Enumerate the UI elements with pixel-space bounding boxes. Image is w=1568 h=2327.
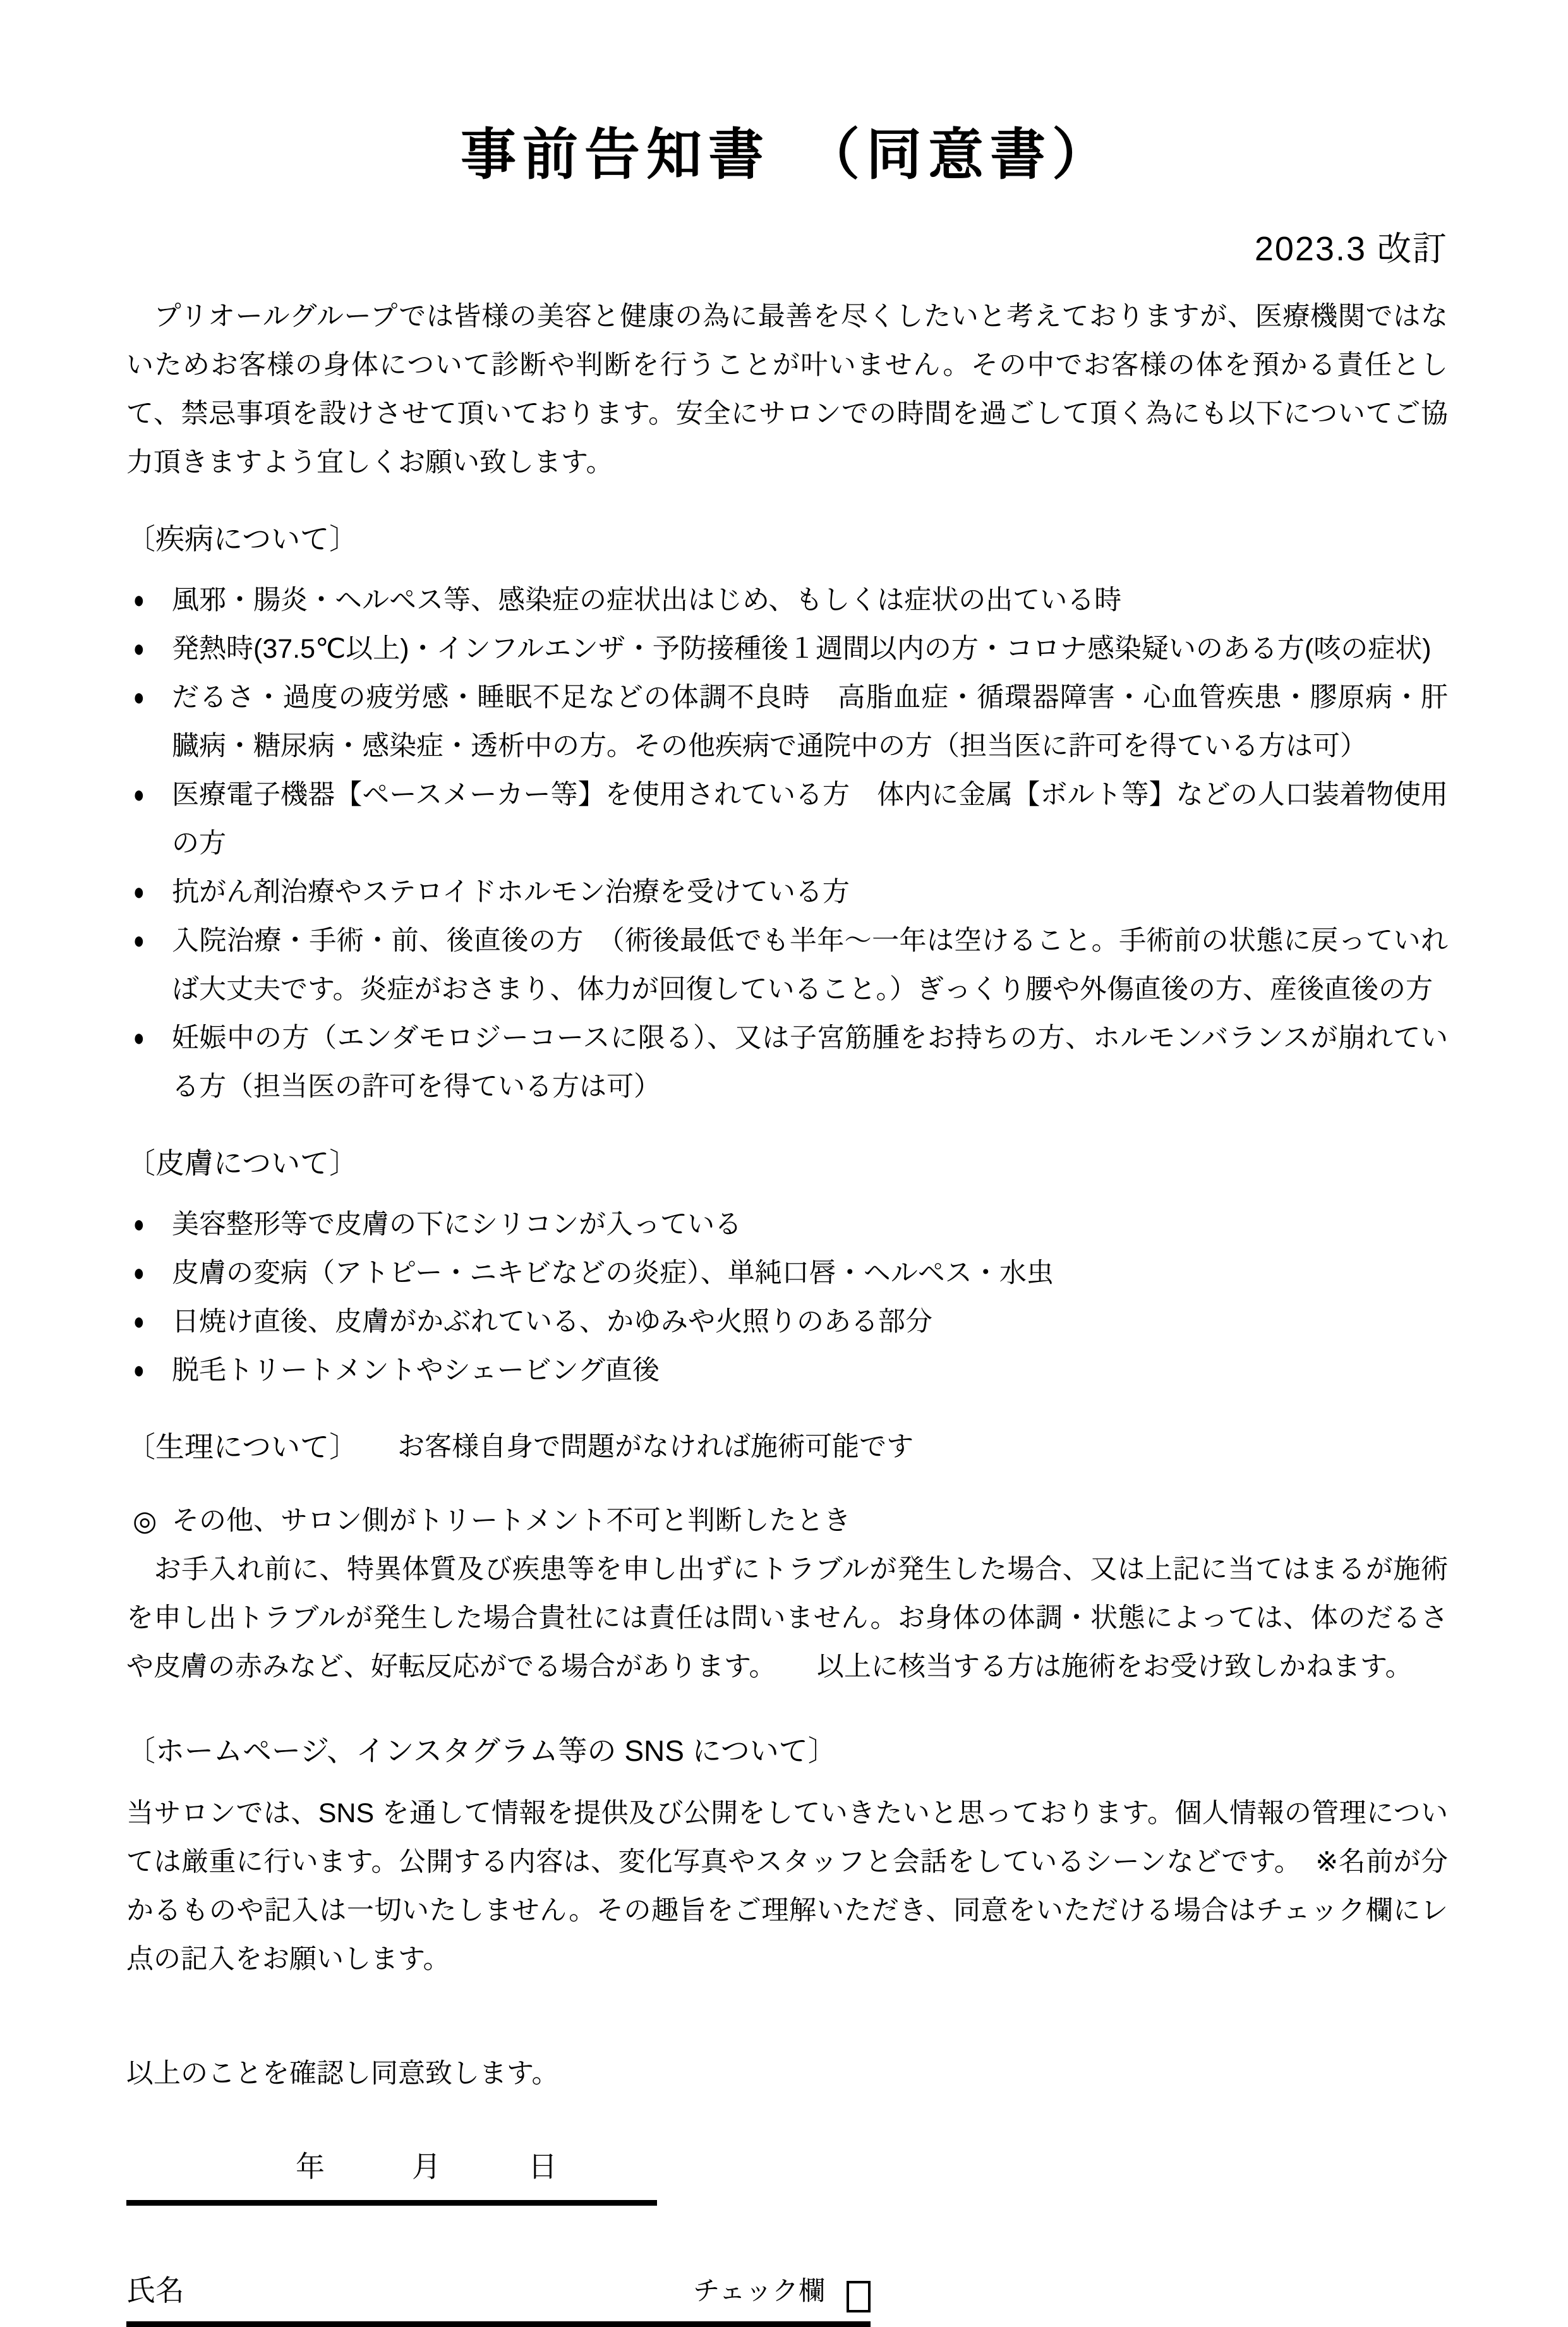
revision-date: 2023.3 改訂 xyxy=(1254,229,1448,268)
sns-paragraph: 当サロンでは、SNS を通して情報を提供及び公開をしていきたいと思っております。個人情報の管理については厳重に行います。公開する内容は、変化写真やスタッフと会話をしているシーンなどです。 ※名前が分かるものや記入は一切いたしません。その趣旨をご理解いただき、同意をいただける場合はチェック欄にレ点の記入をお願いします。 xyxy=(126,1798,1448,1974)
menstruation-note: お客様自身で問題がなければ施術可能です xyxy=(397,1431,914,1462)
bullet-icon: ● xyxy=(133,781,145,808)
list-item xyxy=(126,1249,1448,1298)
list-item xyxy=(126,576,1448,625)
list-item-text: 妊娠中の方（エンダモロジーコースに限る）、又は子宮筋腫をお持ちの方、ホルモンバランスが崩れている方（担当医の許可を得ている方は可） xyxy=(172,1022,1448,1102)
list-item-text: 医療電子機器【ペースメーカー等】を使用されている方 体内に金属【ボルト等】などの人口装着物使用の方 xyxy=(172,779,1448,859)
list-item-text: 発熱時(37.5℃以上)・インフルエンザ・予防接種後１週間以内の方・コロナ感染疑いのある方(咳の症状) xyxy=(172,633,1432,664)
bullet-icon: ● xyxy=(133,1259,145,1286)
skin-list xyxy=(126,1200,1448,1395)
section-skin xyxy=(126,1139,1448,1395)
list-item-text: 美容整形等で皮膚の下にシリコンが入っている xyxy=(172,1209,742,1240)
bullet-icon: ● xyxy=(133,927,145,954)
section-disease xyxy=(126,515,1448,1111)
bullet-icon: ● xyxy=(133,684,145,711)
date-labels: 年 月 日 xyxy=(296,2149,557,2183)
date-signature-field[interactable] xyxy=(126,2143,657,2206)
list-item-text: 脱毛トリートメントやシェービング直後 xyxy=(172,1355,660,1386)
list-item-text: 皮膚の変病（アトピー・ニキビなどの炎症）、単純口唇・ヘルペス・水虫 xyxy=(172,1257,1054,1288)
other-condition-text: その他、サロン側がトリートメント不可と判断したとき xyxy=(172,1505,851,1536)
list-item-text: 日焼け直後、皮膚がかぶれている、かゆみや火照りのある部分 xyxy=(172,1306,932,1337)
bullet-icon: ● xyxy=(133,878,145,905)
double-circle-icon: ◎ xyxy=(133,1505,157,1537)
bullet-icon: ● xyxy=(133,1357,145,1384)
confirm-statement: 以上のことを確認し同意致します。 xyxy=(126,2058,559,2089)
bullet-icon: ● xyxy=(133,635,145,662)
list-item xyxy=(126,868,1448,917)
list-item xyxy=(126,1200,1448,1249)
intro-paragraph: プリオールグループでは皆様の美容と健康の為に最善を尽くしたいと考えておりますが、医療機関ではないためお客様の身体について診断や判断を行うことが叶いません。その中でお客様の体を預かる責任として、禁忌事項を設けさせて頂いております。安全にサロンでの時間を過ごして頂く為にも以下についてご協力頂きますよう宜しくお願い致します。 xyxy=(126,301,1448,478)
name-signature-field[interactable] xyxy=(126,2266,871,2327)
disease-list xyxy=(126,576,1448,1111)
list-item xyxy=(126,1346,1448,1395)
page-title: 事前告知書 （同意書） xyxy=(460,123,1114,186)
other-condition-row xyxy=(126,1497,1448,1545)
list-item xyxy=(126,1014,1448,1111)
consent-checkbox[interactable] xyxy=(847,2281,871,2312)
name-label: 氏名 xyxy=(126,2273,184,2307)
check-column-label: チェック欄 xyxy=(693,2275,825,2306)
bullet-icon: ● xyxy=(133,1211,145,1238)
list-item-text: 抗がん剤治療やステロイドホルモン治療を受けている方 xyxy=(172,876,850,907)
bullet-icon: ● xyxy=(133,586,145,613)
bullet-icon: ● xyxy=(133,1024,145,1051)
list-item xyxy=(126,625,1448,674)
list-item xyxy=(126,1298,1448,1346)
list-item-text: だるさ・過度の疲労感・睡眠不足などの体調不良時 高脂血症・循環器障害・心血管疾患・膠原病・肝臓病・糖尿病・感染症・透析中の方。その他疾病で通院中の方（担当医に許可を得ている方は可） xyxy=(172,682,1448,761)
disclaimer-paragraph: お手入れ前に、特異体質及び疾患等を申し出ずにトラブルが発生した場合、又は上記に当てはまるが施術を申し出トラブルが発生した場合貴社には責任は問いません。お身体の体調・状態によっては、体のだるさや皮膚の赤みなど、好転反応がでる場合があります。 以上に核当する方は施術をお受け致しかねます。 xyxy=(126,1554,1448,1682)
list-item xyxy=(126,674,1448,771)
section-menstruation xyxy=(126,1423,1448,1472)
section-heading-skin: 〔皮膚について〕 xyxy=(126,1146,359,1180)
section-heading-disease: 〔疾病について〕 xyxy=(126,522,359,555)
list-item xyxy=(126,917,1448,1014)
section-heading-menstruation: 〔生理について〕 xyxy=(126,1430,359,1463)
section-heading-sns: 〔ホームページ、インスタグラム等の SNS について〕 xyxy=(126,1734,837,1767)
list-item-text: 入院治療・手術・前、後直後の方 （術後最低でも半年～一年は空けること。手術前の状態に戻っていれば大丈夫です。炎症がおさまり、体力が回復していること。）ぎっくり腰や外傷直後の方、産後直後の方 xyxy=(172,925,1448,1005)
list-item-text: 風邪・腸炎・ヘルペス等、感染症の症状出はじめ、もしくは症状の出ている時 xyxy=(172,584,1122,615)
bullet-icon: ● xyxy=(133,1308,145,1335)
list-item xyxy=(126,771,1448,868)
